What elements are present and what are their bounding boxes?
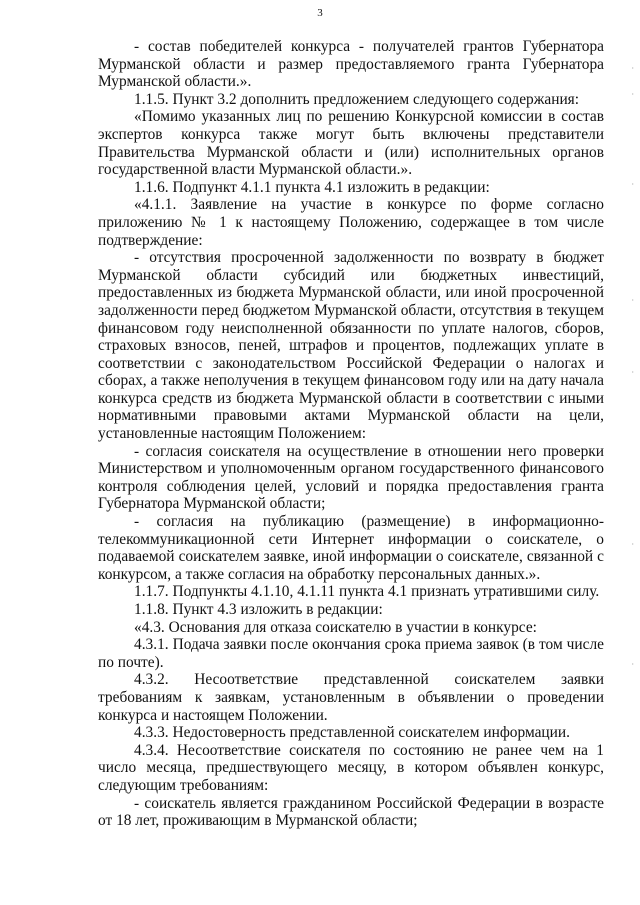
scan-artifact-mark: ·	[631, 660, 634, 669]
scan-artifact-mark: ·	[631, 64, 634, 73]
paragraph-item-4-1-1: «4.1.1. Заявление на участие в конкурсе по форме согласно приложению № 1 к настоящему Положению, содержащее в том числе подтверждение:	[98, 196, 604, 249]
scan-margin-marks	[616, 0, 634, 905]
paragraph-consent-publication: - согласия на публикацию (размещение) в информационно-телекоммуникационной сети Интернет информации о соискателе, о подаваемой соискателем заявке, иной информации о соискателе, связанной с конкурсом, а также согласия на обработку персональных данных.».	[98, 513, 604, 583]
paragraph-no-debt: - отсутствия просроченной задолженности по возврату в бюджет Мурманской области субсидий или бюджетных инвестиций, предоставленных из бюджета Мурманской области, или иной просроченной задолженности перед бюджетом Мурманской области, отсутствия в текущем финансовом году неисполненной обязанности по уплате налогов, сборов, страховых взносов, пеней, штрафов и процентов, подлежащих уплате в соответствии с законодательством Российской Федерации о налогах и сборах, а также неполучения в текущем финансовом году или на дату начала конкурса средств из бюджета Мурманской области в соответствии с иными нормативными правовыми актами Мурманской области на цели, установленные настоящим Положением:	[98, 249, 604, 443]
paragraph-item-1-1-7: 1.1.7. Подпункты 4.1.10, 4.1.11 пункта 4.1 признать утратившими силу.	[134, 583, 600, 601]
scan-artifact-mark: ·	[631, 368, 634, 377]
paragraph-item-4-3-1: 4.3.1. Подача заявки после окончания срока приема заявок (в том числе по почте).	[98, 636, 604, 671]
paragraph-citizen-requirement: - соискатель является гражданином Российской Федерации в возрасте от 18 лет, проживающим в Мурманской области;	[98, 794, 604, 830]
scan-artifact-mark: ·	[631, 540, 634, 549]
paragraph-item-4-3: «4.3. Основания для отказа соискателю в участии в конкурсе:	[134, 618, 537, 636]
scan-artifact-mark: ·	[631, 296, 634, 305]
document-body	[98, 38, 604, 830]
scan-artifact-mark: ·	[631, 90, 634, 99]
paragraph-item-4-3-4: 4.3.4. Несоответствие соискателя по состоянию не ранее чем на 1 число месяца, предшествующего месяцу, в котором объявлен конкурс, следующим требованиям:	[98, 741, 604, 794]
paragraph-winners-list: - состав победителей конкурса - получателей грантов Губернатора Мурманской области и размер предоставляемого гранта Губернатора Мурманской области.».	[98, 38, 604, 91]
paragraph-experts-addition: «Помимо указанных лиц по решению Конкурсной комиссии в состав экспертов конкурса также могут быть включены представители Правительства Мурманской области и (или) исполнительных органов государственной власти Мурманской области.».	[98, 108, 604, 179]
paragraph-item-1-1-8: 1.1.8. Пункт 4.3 изложить в редакции:	[134, 601, 383, 618]
page-number: 3	[317, 7, 323, 19]
paragraph-item-1-1-6: 1.1.6. Подпункт 4.1.1 пункта 4.1 изложить в редакции:	[134, 178, 490, 196]
scan-artifact-mark: ·	[631, 180, 634, 189]
paragraph-consent-inspection: - согласия соискателя на осуществление в отношении него проверки Министерством и уполномоченным органом государственного финансового контроля соблюдения целей, условий и порядка предоставления гранта Губернатора Мурманской области;	[98, 442, 604, 513]
paragraph-item-1-1-5: 1.1.5. Пункт 3.2 дополнить предложением следующего содержания:	[134, 90, 580, 108]
paragraph-item-4-3-2: 4.3.2. Несоответствие представленной соискателем заявки требованиям к заявкам, установленным в объявлении о проведении конкурса и настоящем Положении.	[98, 671, 604, 724]
paragraph-item-4-3-3: 4.3.3. Недостоверность представленной соискателем информации.	[134, 724, 570, 742]
